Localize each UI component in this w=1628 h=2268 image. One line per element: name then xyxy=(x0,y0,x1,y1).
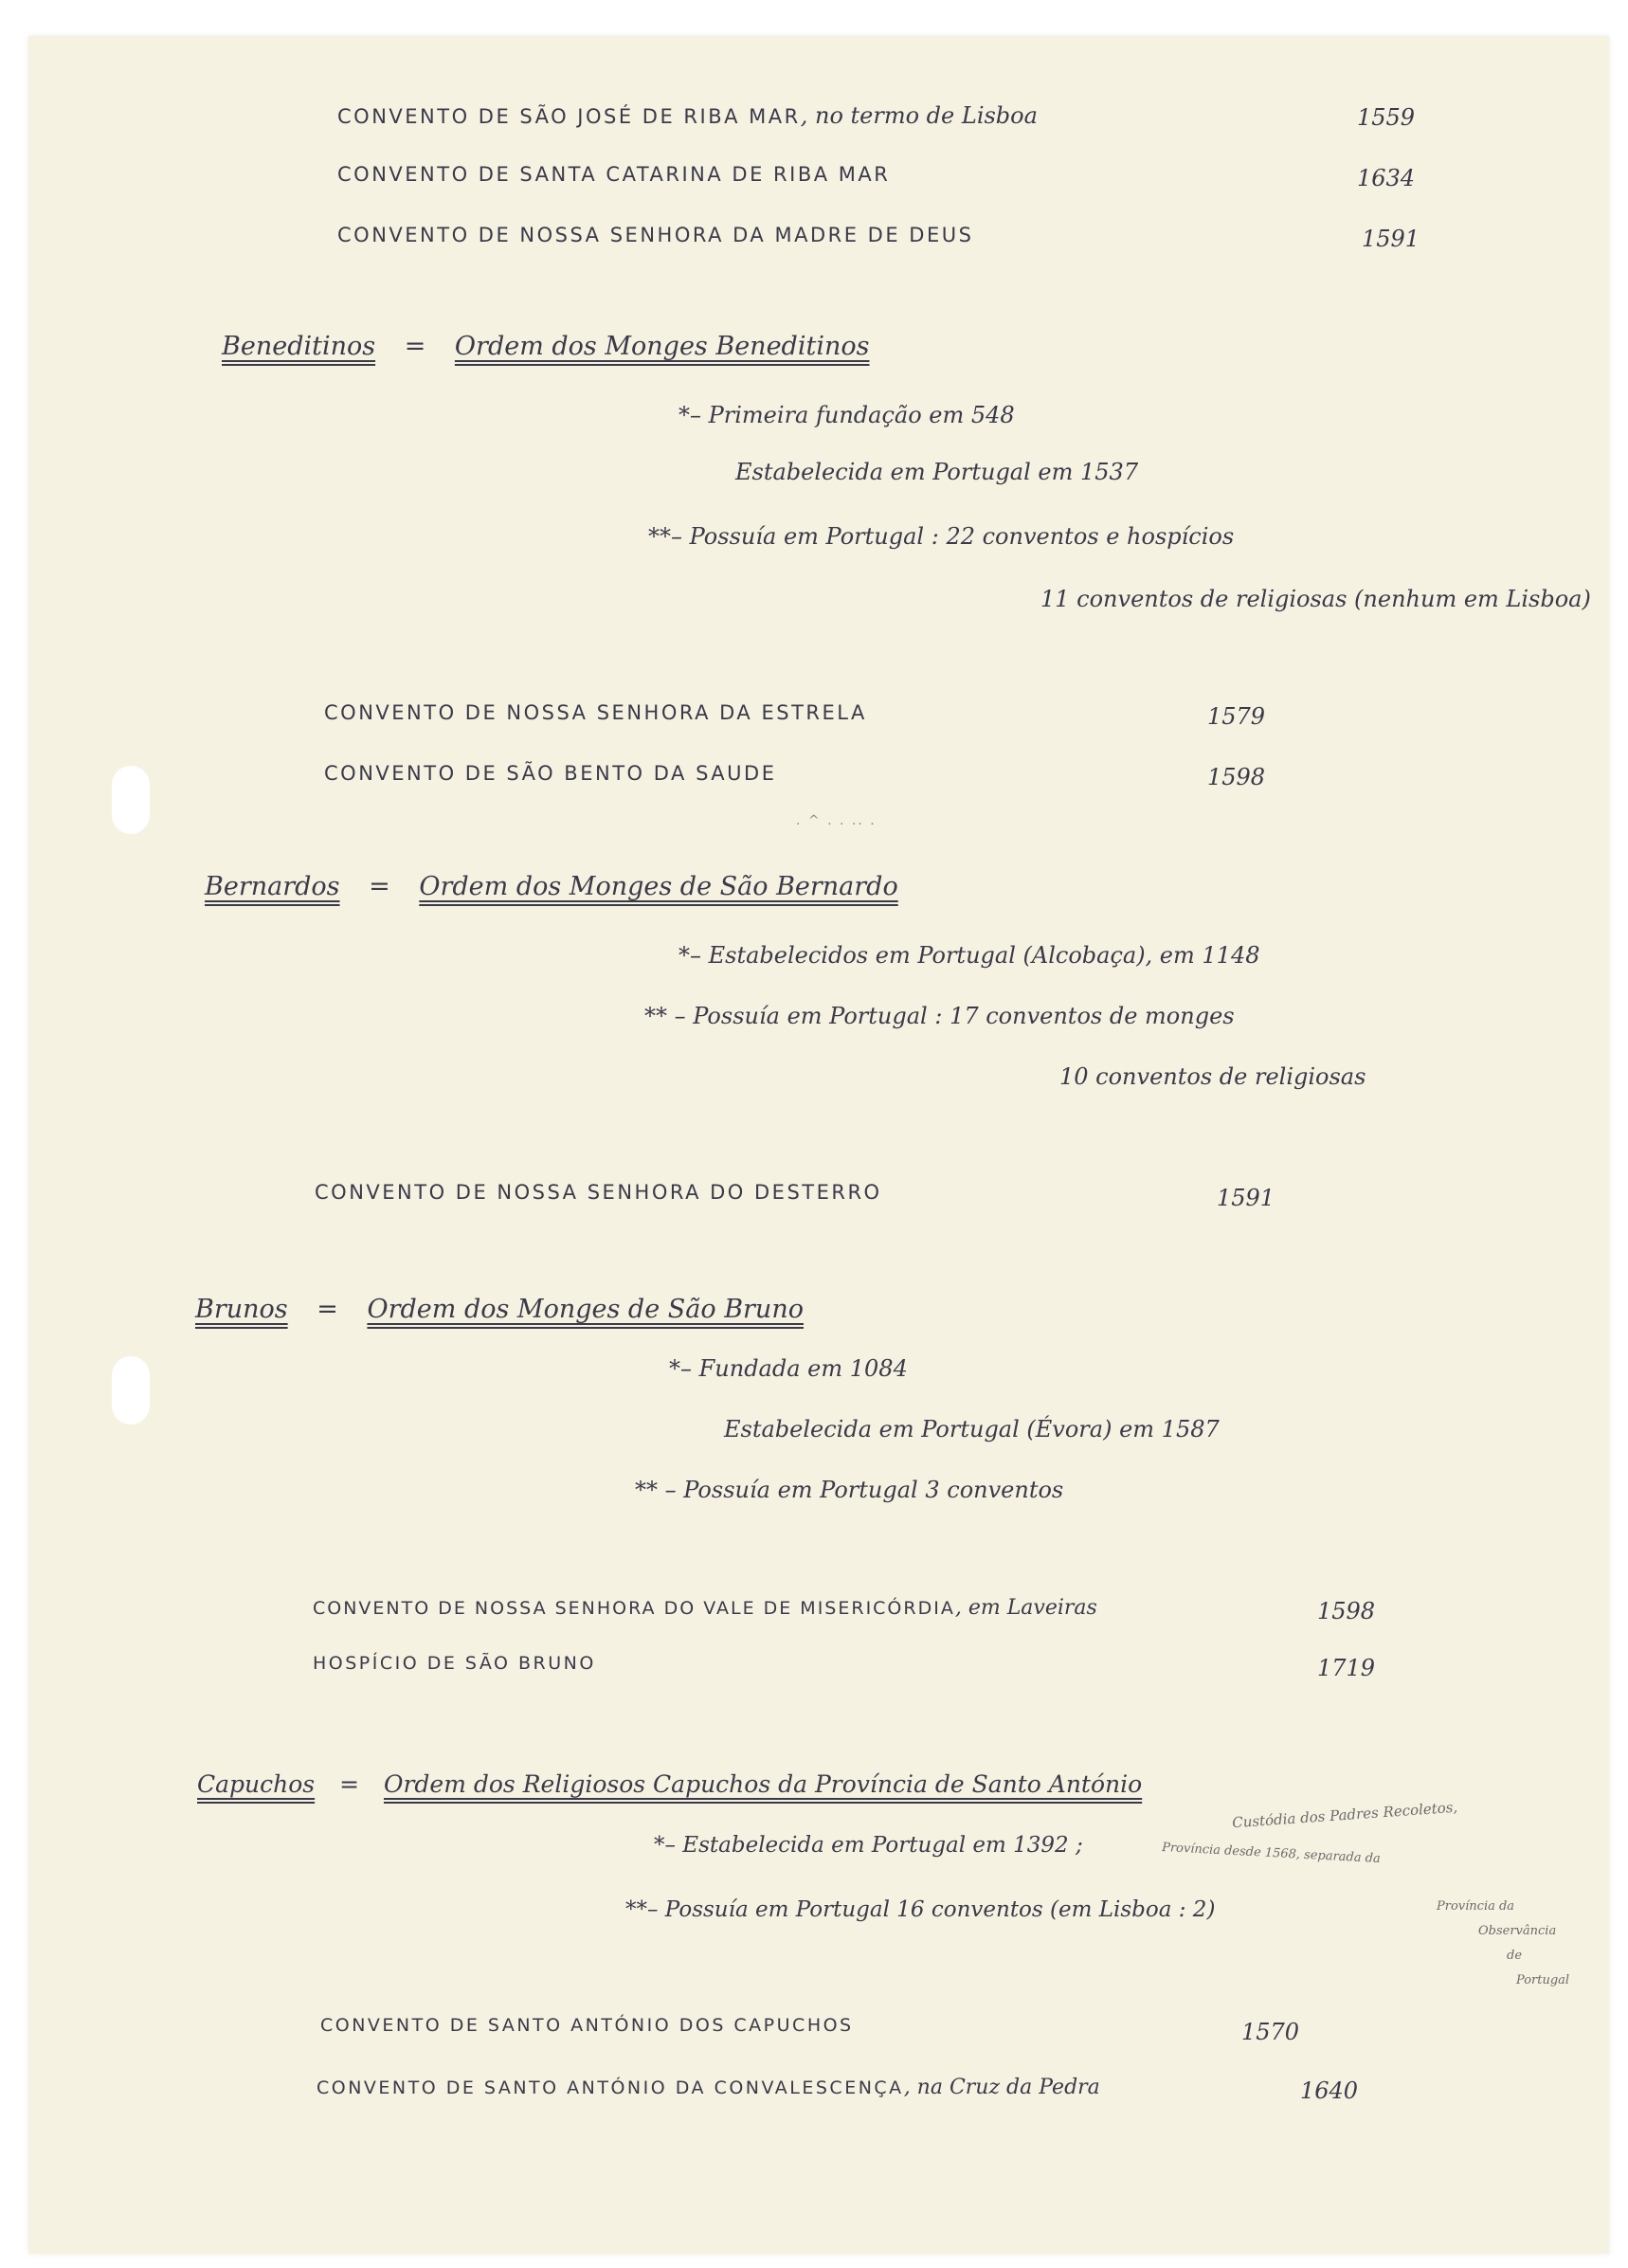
section-heading-bernardos: Bernardos = Ordem dos Monges de São Bernardo xyxy=(205,872,898,901)
note-line: *– Estabelecidos em Portugal (Alcobaça), em 1148 xyxy=(678,942,1260,969)
entry-year: 1579 xyxy=(1207,703,1266,730)
note-line: 11 conventos de religiosas (nenhum em Lisboa) xyxy=(1040,586,1591,612)
entry-name: CONVENTO DE SANTA CATARINA DE RIBA MAR xyxy=(337,163,891,186)
punch-hole-lower xyxy=(112,1356,150,1424)
entry-year: 1598 xyxy=(1207,764,1266,790)
entry-name: CONVENTO DE SANTO ANTÓNIO DA CONVALESCENÇA, na Cruz da Pedra xyxy=(317,2076,1100,2099)
note-line: *– Fundada em 1084 xyxy=(669,1355,908,1382)
entry-year: 1719 xyxy=(1317,1655,1376,1681)
section-heading-beneditinos: Beneditinos = Ordem dos Monges Beneditinos xyxy=(222,332,870,361)
entry-year: 1591 xyxy=(1217,1185,1275,1211)
entry-year: 1570 xyxy=(1241,2019,1300,2045)
note-line: 10 conventos de religiosas xyxy=(1059,1063,1366,1090)
entry-name: CONVENTO DE NOSSA SENHORA DO VALE DE MISERICÓRDIA, em Laveiras xyxy=(313,1596,1097,1620)
entry-name: CONVENTO DE SÃO BENTO DA SAUDE xyxy=(324,762,777,785)
note-line: *– Estabelecida em Portugal em 1392 ; xyxy=(654,1833,1083,1858)
entry-name: CONVENTO DE SANTO ANTÓNIO DOS CAPUCHOS xyxy=(320,2015,854,2036)
section-heading-capuchos: Capuchos = Ordem dos Religiosos Capuchos da Província de Santo António xyxy=(197,1770,1143,1798)
note-line: Estabelecida em Portugal (Évora) em 1587 xyxy=(724,1416,1220,1442)
punch-hole-upper xyxy=(112,766,150,834)
note-line: ** – Possuía em Portugal 3 conventos xyxy=(635,1477,1064,1503)
entry-year: 1591 xyxy=(1362,226,1420,252)
entry-year: 1598 xyxy=(1317,1598,1376,1624)
entry-year: 1559 xyxy=(1357,104,1416,131)
entry-name: HOSPÍCIO DE SÃO BRUNO xyxy=(313,1653,596,1674)
entry-year: 1634 xyxy=(1357,165,1416,191)
note-line: ** – Possuía em Portugal : 17 conventos de monges xyxy=(644,1003,1235,1029)
entry-name: CONVENTO DE SÃO JOSÉ DE RIBA MAR, no termo de Lisboa xyxy=(337,102,1038,129)
entry-name: CONVENTO DE NOSSA SENHORA DO DESTERRO xyxy=(315,1181,882,1204)
note-line: Estabelecida em Portugal em 1537 xyxy=(735,459,1139,485)
entry-name: CONVENTO DE NOSSA SENHORA DA MADRE DE DEUS xyxy=(337,224,974,246)
entry-name: CONVENTO DE NOSSA SENHORA DA ESTRELA xyxy=(324,701,867,724)
faint-marks: . ^ . . .. . xyxy=(796,813,877,828)
section-heading-brunos: Brunos = Ordem dos Monges de São Bruno xyxy=(195,1295,804,1324)
entry-year: 1640 xyxy=(1300,2077,1359,2104)
note-line: **– Possuía em Portugal 16 conventos (em Lisboa : 2) xyxy=(625,1897,1216,1922)
note-line: **– Possuía em Portugal : 22 conventos e hospícios xyxy=(648,523,1235,550)
note-line: *– Primeira fundação em 548 xyxy=(678,402,1015,428)
